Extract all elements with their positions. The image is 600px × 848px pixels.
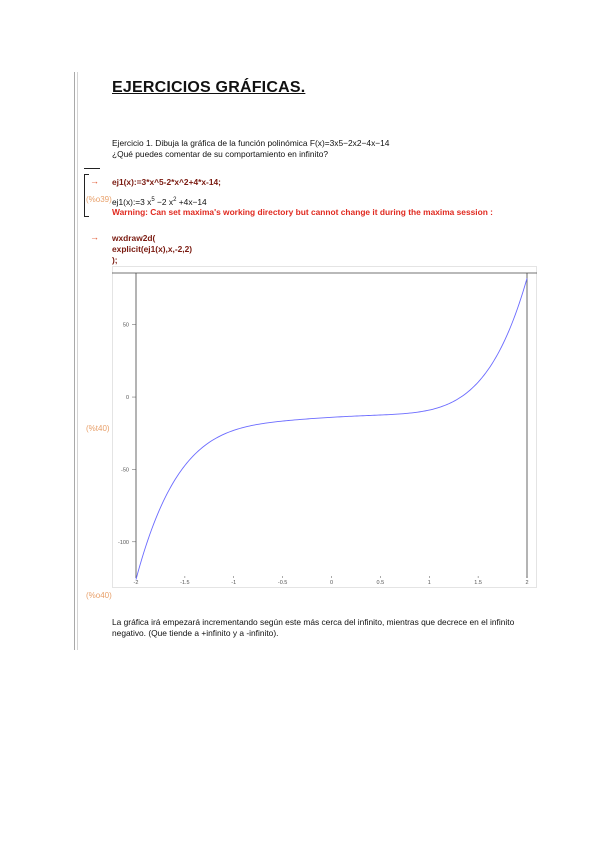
x-tick-label: -0.5	[277, 580, 288, 586]
output-lhs: ej1(x):=3	[112, 196, 145, 207]
output-exp1: 5	[151, 197, 155, 203]
y-tick-label: -100	[117, 539, 129, 546]
warning-message: Warning: Can set maxima's working directory but cannot change it during the maxima session :	[112, 207, 493, 217]
cell-input-line2[interactable]: explicit(ej1(x),x,-2,2)	[112, 244, 193, 254]
output-exp2: 2	[173, 197, 177, 203]
y-tick-label: -50	[121, 467, 129, 474]
x-tick-label: 0.5	[376, 580, 385, 586]
cell-input[interactable]: ej1(x):=3*x^5-2*x^2+4*x-14;	[112, 177, 221, 187]
margin-rule	[74, 72, 75, 650]
input-prompt-arrow-2[interactable]: →	[90, 232, 99, 242]
y-tick-label: 50	[122, 322, 129, 329]
margin-rule-inner	[77, 72, 78, 650]
cell-output	[112, 195, 207, 208]
exercise-question: ¿Qué puedes comentar de su comportamiento en infinito?	[112, 149, 329, 159]
output-mid: −2	[157, 196, 167, 207]
x-tick-label: -1.5	[180, 580, 190, 586]
cell-bracket-top	[84, 174, 89, 175]
cell-input-line1[interactable]: wxdraw2d(	[112, 233, 156, 243]
x-tick-label: 1	[427, 580, 431, 586]
exercise-statement: Ejercicio 1. Dibuja la gráfica de la función polinómica F(x)=3x5−2x2−4x−14	[112, 138, 390, 148]
conclusion-line2: negativo. (Que tiende a +infinito y a -infinito).	[112, 628, 279, 638]
x-tick-label: 2	[525, 580, 529, 586]
x-tick-label: -1	[231, 580, 237, 586]
output-label-2: (%o40)	[86, 591, 112, 600]
x-tick-label: 1.5	[474, 580, 482, 586]
output-x2: x	[168, 196, 174, 207]
cell-bracket-bottom	[84, 216, 89, 217]
plot-label: (%t40)	[86, 424, 110, 433]
input-prompt-arrow[interactable]: →	[90, 176, 99, 186]
cell-divider	[84, 168, 100, 169]
x-tick-label: 0	[329, 580, 334, 586]
output-label: (%o39)	[86, 195, 112, 204]
cell-input-line3[interactable]: );	[112, 255, 118, 265]
x-tick-label: -2	[133, 580, 139, 586]
output-x1: x	[147, 196, 152, 207]
output-rest: +4x−14	[178, 196, 207, 207]
cell-bracket[interactable]	[84, 174, 85, 216]
y-tick-label: 0	[125, 395, 129, 402]
function-plot	[112, 266, 537, 588]
plot-frame	[113, 267, 537, 588]
conclusion-line1: La gráfica irá empezará incrementando según este más cerca del infinito, mientras que decrece en el infinito	[112, 617, 515, 627]
page-title: EJERCICIOS GRÁFICAS.	[112, 79, 306, 96]
